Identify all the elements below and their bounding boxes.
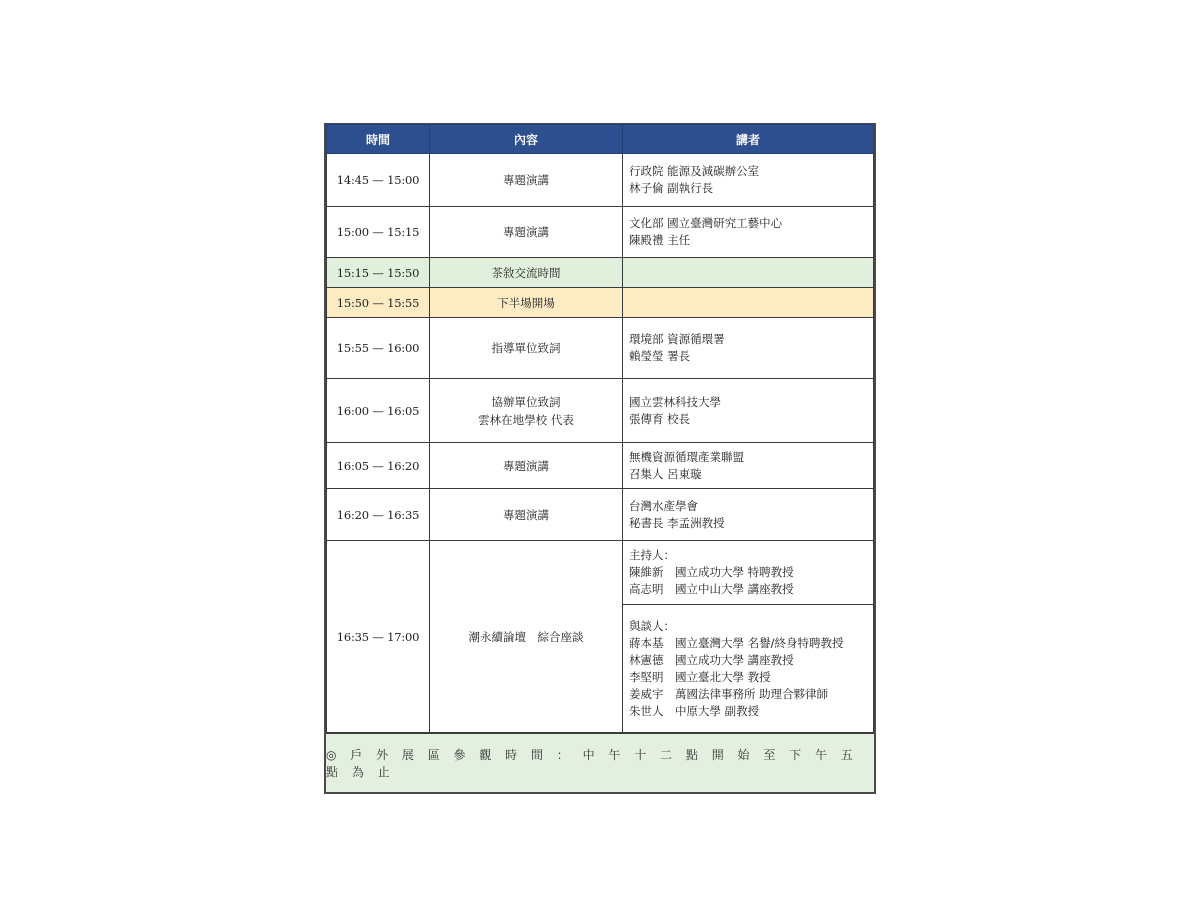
time-cell: 15:00 — 15:15 [327, 207, 430, 258]
content-cell [430, 258, 623, 288]
agenda-table [326, 124, 874, 733]
outdoor-exhibit-note [326, 733, 874, 792]
content-line: 茶敘交流時間 [491, 265, 561, 280]
speaker-cell [623, 379, 874, 443]
speaker-cell [623, 318, 874, 379]
content-line: 專題演講 [503, 507, 549, 522]
time-cell: 14:45 — 15:00 [327, 154, 430, 207]
speaker-line: 文化部 國立臺灣研究工藝中心 [629, 216, 783, 230]
schedule-table-frame [324, 123, 876, 794]
content-line: 專題演講 [503, 173, 549, 187]
table-row [327, 154, 874, 207]
moderators-cell [623, 541, 874, 605]
table-row [327, 379, 874, 443]
panelist-line: 姜威宇 萬國法律事務所 助理合夥律師 [629, 686, 829, 701]
speaker-line: 環境部 資源循環署 [629, 332, 725, 346]
table-row [327, 489, 874, 541]
moderator-line: 高志明 國立中山大學 講座教授 [629, 582, 794, 596]
content-line: 指導單位致詞 [491, 341, 561, 355]
content-cell [430, 288, 623, 318]
time-cell: 15:50 — 15:55 [327, 288, 430, 318]
panelist-line: 蔣本基 國立臺灣大學 名譽/終身特聘教授 [629, 635, 844, 650]
speaker-line: 陳殿禮 主任 [629, 233, 691, 247]
header-speaker: 講者 [623, 125, 874, 154]
panelist-line: 李堅明 國立臺北大學 教授 [629, 669, 771, 684]
panelist-line: 林憲德 國立成功大學 講座教授 [629, 652, 794, 667]
content-line: 專題演講 [503, 458, 549, 473]
speaker-line: 張傳育 校長 [629, 411, 691, 426]
speaker-line: 秘書長 李孟洲教授 [629, 515, 725, 530]
speaker-line: 行政院 能源及減碳辦公室 [629, 164, 760, 178]
moderator-line: 陳維新 國立成功大學 特聘教授 [629, 565, 794, 579]
content-cell [430, 154, 623, 207]
content-cell [430, 489, 623, 541]
speaker-cell [623, 154, 874, 207]
table-row [327, 207, 874, 258]
header-content: 內容 [430, 125, 623, 154]
second-half-row [327, 288, 874, 318]
speaker-line: 無機資源循環產業聯盟 [629, 449, 744, 464]
content-line: 下半場開場 [497, 295, 555, 310]
time-cell: 16:20 — 16:35 [327, 489, 430, 541]
header-time: 時間 [327, 125, 430, 154]
panel-row-moderators [327, 541, 874, 605]
speaker-cell [623, 258, 874, 288]
content-line: 協辦單位致詞 [491, 394, 561, 409]
content-cell: 潮永續論壇 綜合座談 [430, 541, 623, 733]
speaker-cell [623, 207, 874, 258]
footer-text: ◎ 戶 外 展 區 參 觀 時 間 ： 中 午 十 二 點 開 始 至 下 午 五 點 為 止 [326, 748, 858, 779]
content-cell [430, 379, 623, 443]
tea-break-row [327, 258, 874, 288]
speaker-line: 召集人 呂東璇 [629, 466, 702, 481]
time-cell: 15:55 — 16:00 [327, 318, 430, 379]
content-cell [430, 443, 623, 489]
table-row [327, 443, 874, 489]
moderator-line: 主持人： [629, 548, 675, 562]
content-line: 專題演講 [503, 225, 549, 239]
header-row [327, 125, 874, 154]
speaker-line: 台灣水產學會 [629, 498, 698, 513]
time-cell: 16:35 — 17:00 [327, 541, 430, 733]
speaker-line: 賴瑩瑩 署長 [629, 349, 691, 363]
panelist-line: 朱世人 中原大學 副教授 [629, 703, 760, 718]
time-cell: 15:15 — 15:50 [327, 258, 430, 288]
speaker-cell [623, 443, 874, 489]
speaker-line: 國立雲林科技大學 [629, 394, 721, 409]
panelist-line: 與談人： [629, 618, 675, 633]
panelists-cell [623, 605, 874, 733]
time-cell: 16:00 — 16:05 [327, 379, 430, 443]
speaker-cell [623, 288, 874, 318]
speaker-line: 林子倫 副執行長 [629, 181, 714, 195]
content-cell [430, 207, 623, 258]
time-cell: 16:05 — 16:20 [327, 443, 430, 489]
table-row [327, 318, 874, 379]
speaker-cell [623, 489, 874, 541]
content-cell [430, 318, 623, 379]
content-line: 雲林在地學校 代表 [478, 412, 574, 427]
